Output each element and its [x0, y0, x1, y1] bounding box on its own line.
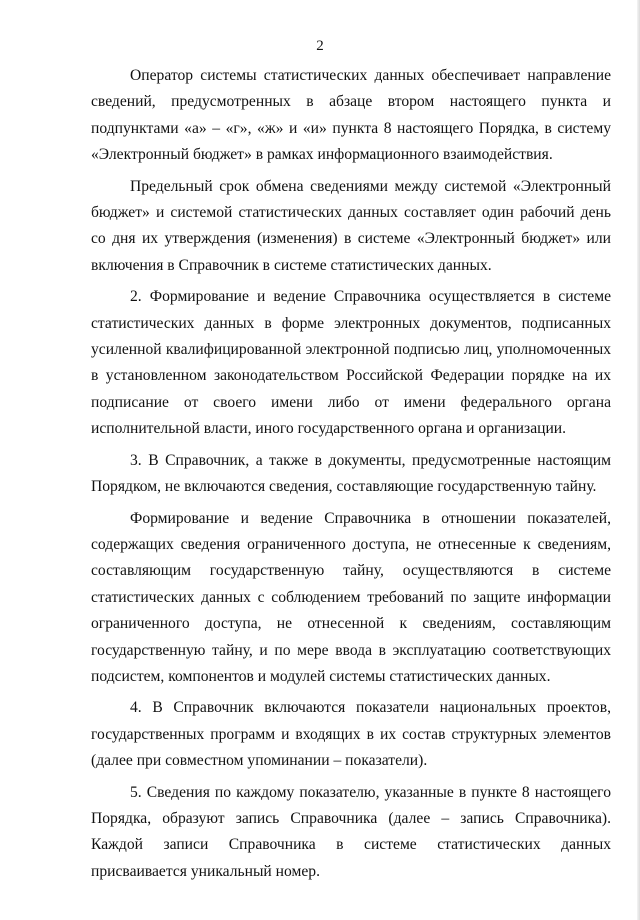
paragraph-item-4: 4. В Справочник включаются показатели национальных проектов, государственных программ и входящих в их состав структурных элементов (далее при совместном упоминании – показатели).	[91, 699, 611, 770]
document-body	[91, 63, 611, 885]
page-number: 2	[316, 38, 324, 54]
paragraph-operator-duty: Оператор системы статистических данных обеспечивает направление сведений, предусмотренных в абзаце втором настоящего пункта и подпунктами «а» – «г», «ж» и «и» пункта 8 настоящего Порядка, в систему «Электронный бюджет» в рамках информационного взаимодействия.	[91, 67, 611, 164]
paragraph-exchange-deadline: Предельный срок обмена сведениями между системой «Электронный бюджет» и системой статистических данных составляет один рабочий день со дня их утверждения (изменения) в системе «Электронный бюджет» или включения в Справочник в системе статистических данных.	[91, 177, 611, 274]
paragraph-item-2: 2. Формирование и ведение Справочника осуществляется в системе статистических данных в форме электронных документов, подписанных усиленной квалифицированной электронной подписью лиц, уполномоченных в установленном законодательством Российской Федерации порядке на их подписание от своего имени либо от имени федерального органа исполнительной власти, иного государственного органа и организации.	[91, 288, 611, 438]
paragraph-item-5: 5. Сведения по каждому показателю, указанные в пункте 8 настоящего Порядка, образуют запись Справочника (далее – запись Справочника). Каждой записи Справочника в системе статистических данных присваивается уникальный номер.	[91, 783, 611, 880]
paragraph-item-3: 3. В Справочник, а также в документы, предусмотренные настоящим Порядком, не включаются сведения, составляющие государственную тайну.	[91, 451, 611, 496]
paragraph-restricted-access: Формирование и ведение Справочника в отношении показателей, содержащих сведения ограниченного доступа, не отнесенные к сведениям, составляющим государственную тайну, осуществляются в системе статистических данных с соблюдением требований по защите информации ограниченного доступа, не отнесенной к сведениям, составляющим государственную тайну, и по мере ввода в эксплуатацию соответствующих подсистем, компонентов и модулей системы статистических данных.	[91, 509, 611, 685]
